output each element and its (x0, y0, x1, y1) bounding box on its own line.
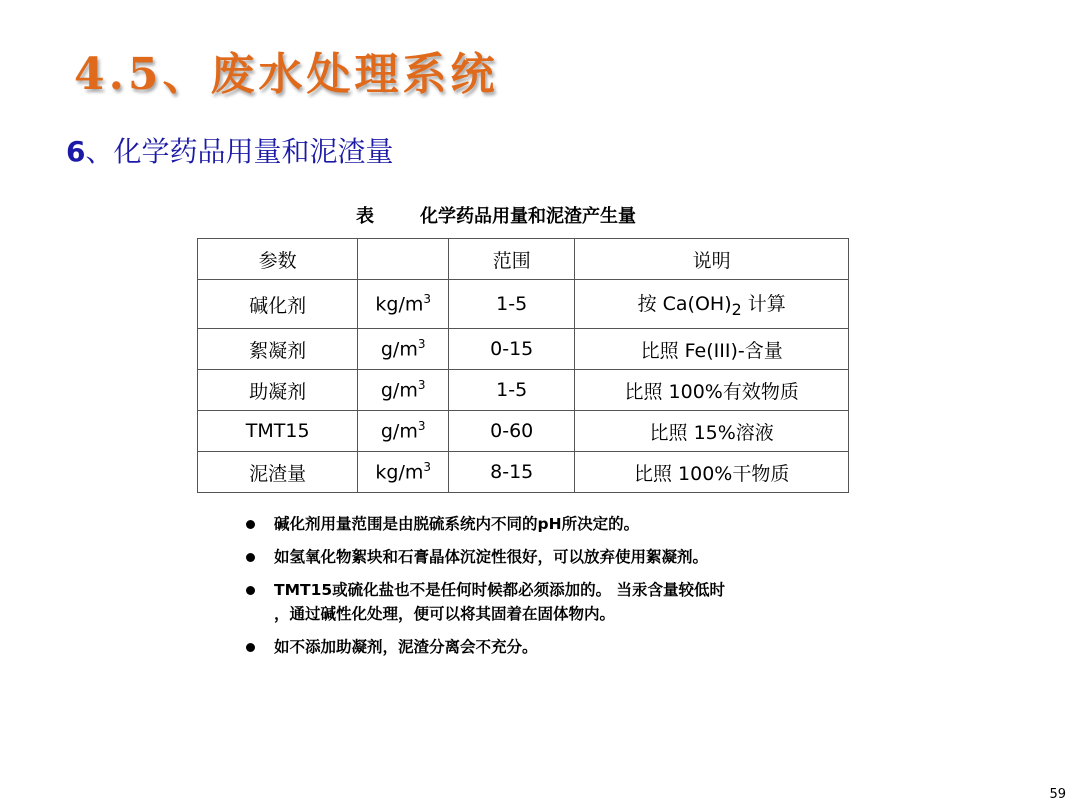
cell-range: 8-15 (449, 452, 575, 493)
cell-param: TMT15 (198, 411, 358, 452)
slide-title: 4.5、废水处理系统 (74, 49, 499, 100)
table-header-row (198, 239, 849, 280)
list-item (246, 545, 725, 569)
cell-param: 助凝剂 (198, 370, 358, 411)
unit-base: g/m (380, 420, 418, 443)
table-caption (356, 202, 636, 228)
unit-sup: 3 (417, 419, 426, 434)
page-number: 59 (1049, 787, 1066, 802)
notes-list (246, 512, 725, 668)
cell-param: 碱化剂 (198, 280, 358, 329)
note-text-continued: ，通过碱性化处理，便可以将其固着在固体物内。 (274, 605, 616, 623)
table-row (198, 370, 849, 411)
note-text: 如氢氧化物絮块和石膏晶体沉淀性很好，可以放弃使用絮凝剂。 (274, 548, 709, 566)
section-title: 、化学药品用量和泥渣量 (85, 135, 394, 168)
unit-sup: 3 (417, 378, 426, 393)
table-row (198, 329, 849, 370)
cell-unit (358, 411, 449, 452)
cell-unit (358, 280, 449, 329)
desc-post: 计算 (741, 293, 786, 316)
header-range: 范围 (449, 239, 575, 280)
note-text: 碱化剂用量范围是由脱硫系统内不同的pH所决定的。 (274, 515, 640, 533)
header-param: 参数 (198, 239, 358, 280)
bullet-icon (246, 553, 255, 562)
table-caption-text: 化学药品用量和泥渣产生量 (420, 206, 636, 227)
desc-sub: 2 (731, 299, 742, 319)
desc-pre: 按 Ca(OH) (637, 293, 732, 316)
cell-desc: 比照 100%干物质 (575, 452, 849, 493)
table-row (198, 411, 849, 452)
note-text: 如不添加助凝剂，泥渣分离会不充分。 (274, 638, 538, 656)
chemical-dosage-table (197, 238, 849, 493)
bullet-icon (246, 586, 255, 595)
unit-base: kg/m (375, 293, 424, 316)
unit-base: g/m (380, 338, 418, 361)
cell-param: 泥渣量 (198, 452, 358, 493)
section-heading (66, 130, 394, 170)
list-item (246, 578, 725, 626)
list-item (246, 635, 725, 659)
table-caption-prefix: 表 (356, 206, 374, 227)
section-number: 6 (66, 135, 86, 168)
cell-range: 1-5 (449, 370, 575, 411)
header-unit (358, 239, 449, 280)
cell-unit (358, 452, 449, 493)
cell-range: 0-60 (449, 411, 575, 452)
cell-unit (358, 329, 449, 370)
note-text: TMT15或硫化盐也不是任何时候都必须添加的。 当汞含量较低时 (274, 581, 726, 599)
bullet-icon (246, 643, 255, 652)
cell-desc: 比照 15%溶液 (575, 411, 849, 452)
unit-base: kg/m (375, 461, 424, 484)
cell-param: 絮凝剂 (198, 329, 358, 370)
unit-base: g/m (380, 379, 418, 402)
cell-range: 1-5 (449, 280, 575, 329)
cell-range: 0-15 (449, 329, 575, 370)
unit-sup: 3 (423, 292, 431, 307)
cell-desc: 比照 Fe(III)-含量 (575, 329, 849, 370)
unit-sup: 3 (423, 460, 431, 475)
cell-unit (358, 370, 449, 411)
cell-desc (575, 280, 849, 329)
table-row (198, 452, 849, 493)
list-item (246, 512, 725, 536)
table-row (198, 280, 849, 329)
bullet-icon (246, 520, 255, 529)
cell-desc: 比照 100%有效物质 (575, 370, 849, 411)
header-desc: 说明 (575, 239, 849, 280)
unit-sup: 3 (417, 337, 426, 352)
